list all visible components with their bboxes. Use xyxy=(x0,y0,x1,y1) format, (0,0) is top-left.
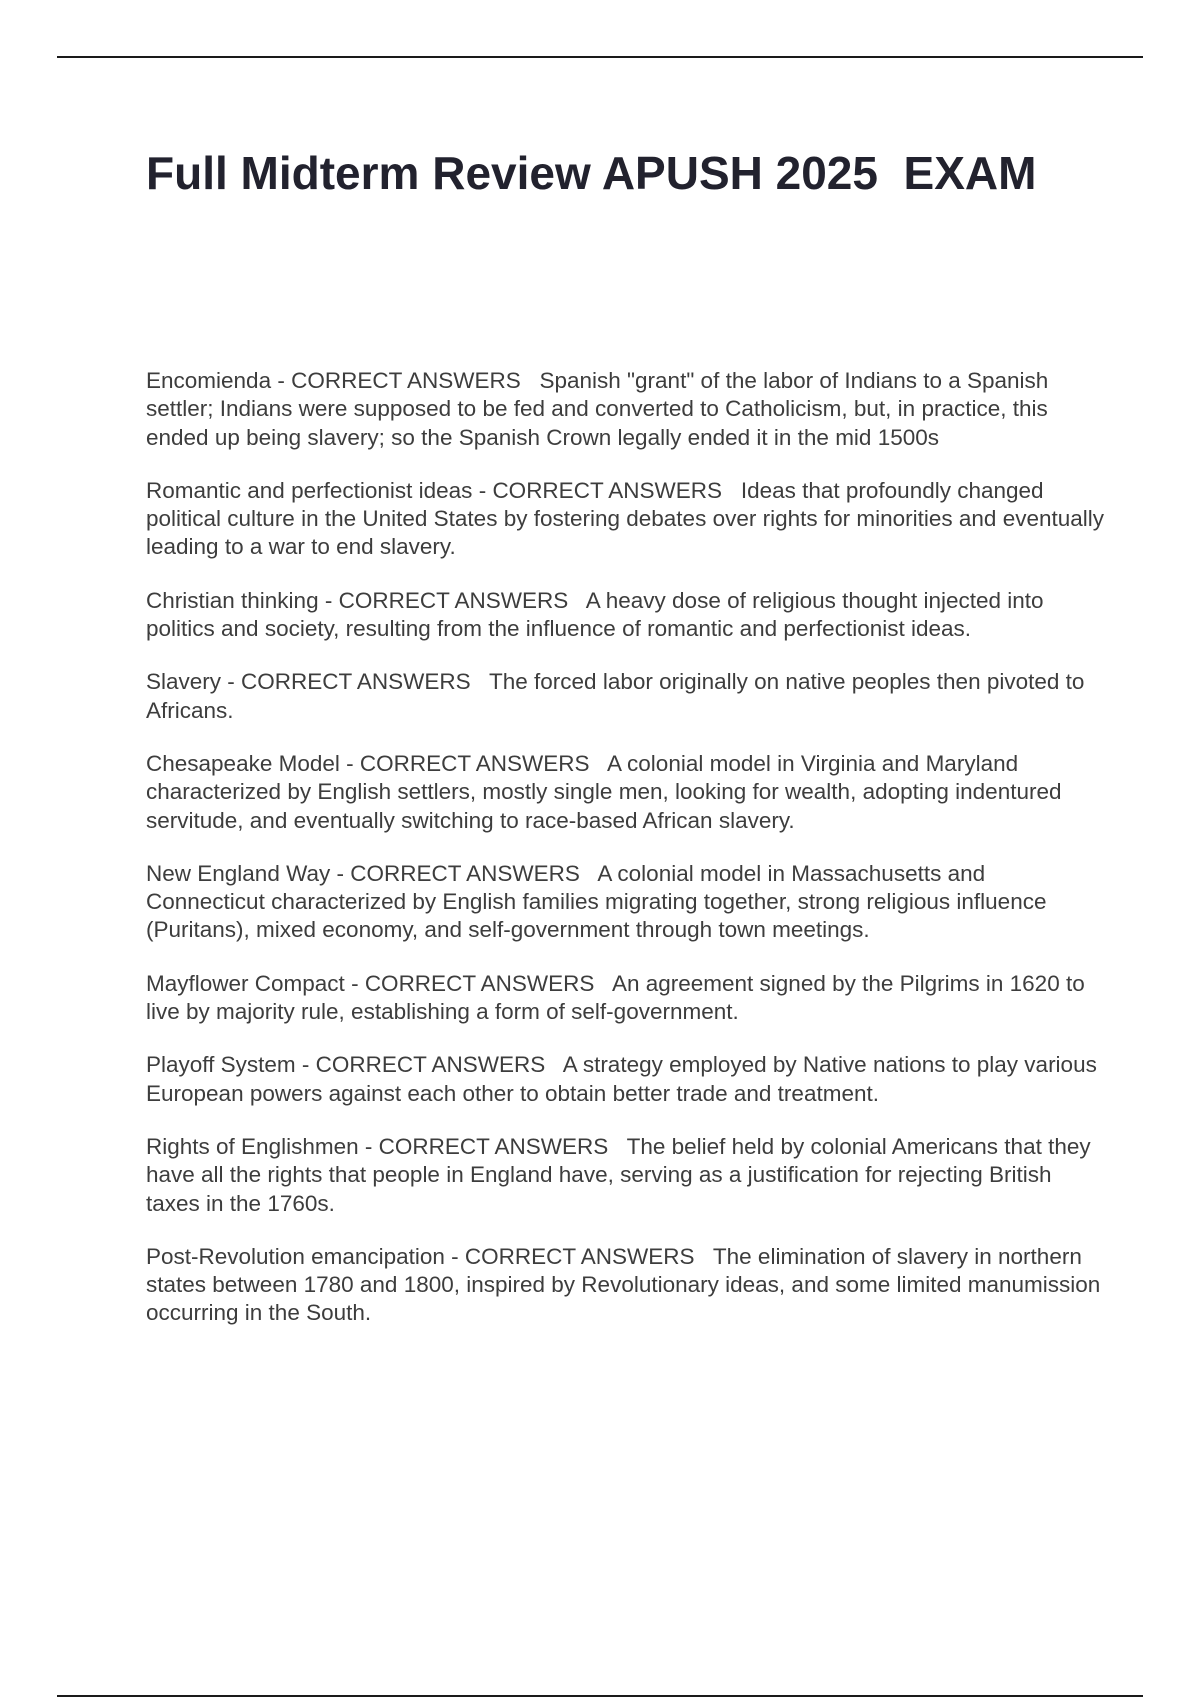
answer-marker: CORRECT ANSWERS xyxy=(364,970,595,996)
answer-marker: CORRECT ANSWERS xyxy=(241,669,471,695)
entry-list xyxy=(146,367,1106,1353)
answer-marker: CORRECT ANSWERS xyxy=(291,368,521,393)
entry-definition: A strategy employed by Native nations to play various European powers against each other to obtain better trade and treatment. xyxy=(146,1052,1097,1106)
entry-term: Mayflower Compact xyxy=(146,970,345,996)
answer-marker: CORRECT ANSWERS xyxy=(350,860,580,886)
entry-term: Rights of Englishmen xyxy=(146,1133,359,1159)
entry: Rights of Englishmen - CORRECT ANSWERS The belief held by colonial Americans that they have all the rights that people in England have, serving as a justification for rejecting British taxes in the 1760s. xyxy=(146,1133,1091,1216)
entry-term: Post-Revolution emancipation xyxy=(146,1243,445,1269)
entry: Mayflower Compact - CORRECT ANSWERS An agreement signed by the Pilgrims in 1620 to live by majority rule, establishing a form of self-government. xyxy=(146,970,1085,1025)
top-rule xyxy=(57,56,1143,58)
bottom-rule xyxy=(57,1695,1143,1697)
entry-definition: A colonial model in Massachusetts and Connecticut characterized by English families migrating together, strong religious influence (Puritans), mixed economy, and self-government through town meetings. xyxy=(146,860,1047,943)
entry-definition: The forced labor originally on native peoples then pivoted to Africans. xyxy=(146,669,1085,723)
entry-term: Christian thinking xyxy=(146,587,319,613)
entry-term: Encomienda xyxy=(146,368,272,393)
entry-definition: Spanish "grant" of the labor of Indians to a Spanish settler; Indians were supposed to be fed and converted to Catholicism, but, in practice, this ended up being slavery; so the Spanish Crown legally ended it in the mid 1500s xyxy=(146,368,1049,450)
answer-marker: CORRECT ANSWERS xyxy=(315,1052,546,1078)
entry: Chesapeake Model - CORRECT ANSWERS A colonial model in Virginia and Maryland characterized by English settlers, mostly single men, looking for wealth, adopting indentured servitude, and eventually switching to race-based African slavery. xyxy=(146,750,1062,833)
entry: Playoff System - CORRECT ANSWERS A strategy employed by Native nations to play various European powers against each other to obtain better trade and treatment. xyxy=(146,1052,1097,1106)
entry-definition: The elimination of slavery in northern states between 1780 and 1800, inspired by Revolutionary ideas, and some limited manumission occurring in the South. xyxy=(146,1243,1101,1326)
entry-term: New England Way xyxy=(146,860,331,886)
entry-term: Playoff System xyxy=(146,1052,296,1078)
answer-marker: CORRECT ANSWERS xyxy=(378,1133,609,1159)
entry: New England Way - CORRECT ANSWERS A colonial model in Massachusetts and Connecticut characterized by English families migrating together, strong religious influence (Puritans), mixed economy, and self-government through town meetings. xyxy=(146,860,1047,943)
entry-definition: A heavy dose of religious thought injected into politics and society, resulting from the influence of romantic and perfectionist ideas. xyxy=(146,587,1044,642)
entry-term: Romantic and perfectionist ideas xyxy=(146,477,473,503)
entry: Post-Revolution emancipation - CORRECT ANSWERS The elimination of slavery in northern states between 1780 and 1800, inspired by Revolutionary ideas, and some limited manumission occurring in the South. xyxy=(146,1243,1101,1326)
entry-definition: Ideas that profoundly changed political culture in the United States by fostering debates over rights for minorities and eventually leading to a war to end slavery. xyxy=(146,477,1105,560)
entry: Romantic and perfectionist ideas - CORRECT ANSWERS Ideas that profoundly changed political culture in the United States by fostering debates over rights for minorities and eventually leading to a war to end slavery. xyxy=(146,477,1105,560)
entry-term: Slavery xyxy=(146,669,222,695)
entry-definition: An agreement signed by the Pilgrims in 1620 to live by majority rule, establishing a form of self-government. xyxy=(146,970,1085,1025)
entry-definition: A colonial model in Virginia and Maryland characterized by English settlers, mostly single men, looking for wealth, adopting indentured servitude, and eventually switching to race-based African slavery. xyxy=(146,750,1062,833)
entry-term: Chesapeake Model xyxy=(146,750,340,776)
entry: Encomienda - CORRECT ANSWERS Spanish "grant" of the labor of Indians to a Spanish settler; Indians were supposed to be fed and converted to Catholicism, but, in practice, this ended up being slavery; so the Spanish Crown legally ended it in the mid 1500s xyxy=(146,368,1049,450)
answer-marker: CORRECT ANSWERS xyxy=(492,477,723,503)
entry: Christian thinking - CORRECT ANSWERS A heavy dose of religious thought injected into politics and society, resulting from the influence of romantic and perfectionist ideas. xyxy=(146,587,1044,642)
answer-marker: CORRECT ANSWERS xyxy=(338,587,569,613)
page-title: Full Midterm Review APUSH 2025 EXAM xyxy=(146,147,1037,199)
answer-marker: CORRECT ANSWERS xyxy=(464,1243,695,1269)
entry: Slavery - CORRECT ANSWERS The forced labor originally on native peoples then pivoted to Africans. xyxy=(146,669,1085,723)
answer-marker: CORRECT ANSWERS xyxy=(359,750,590,776)
entry-definition: The belief held by colonial Americans that they have all the rights that people in England have, serving as a justification for rejecting British taxes in the 1760s. xyxy=(146,1133,1091,1216)
